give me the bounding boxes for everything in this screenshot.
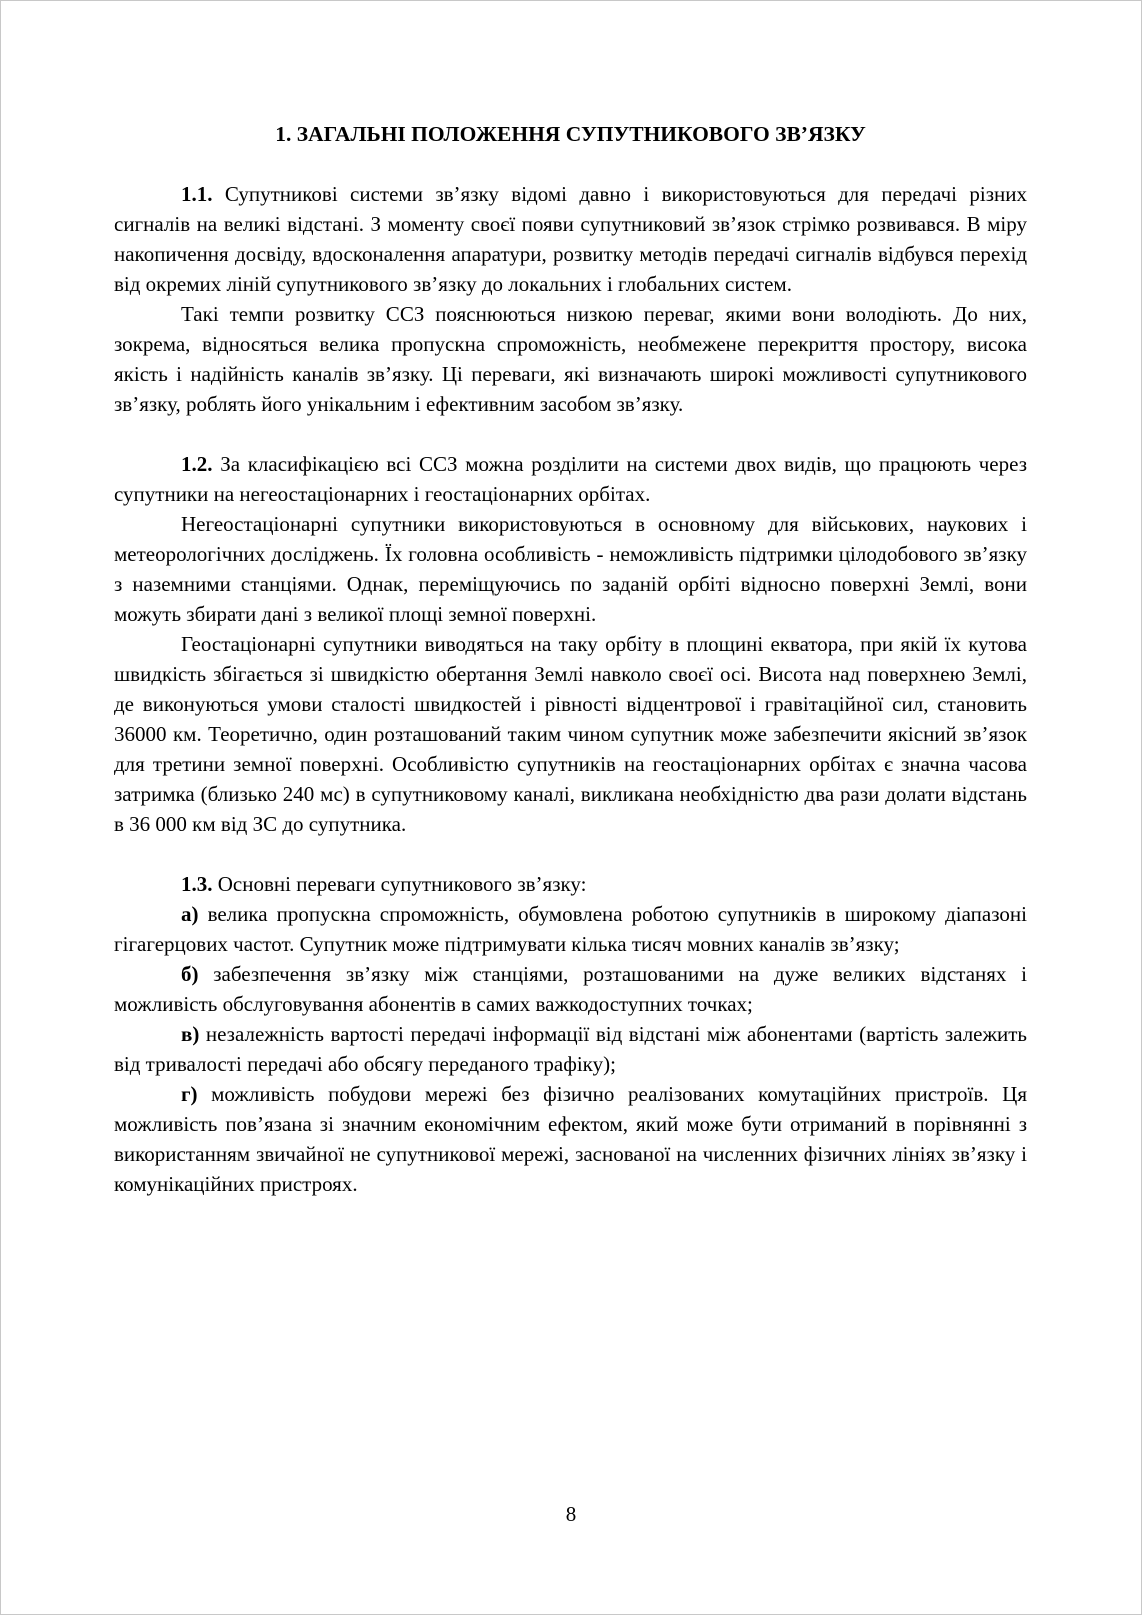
paragraph-1-2 [114, 449, 1027, 509]
paragraph-number: 1.3. [181, 872, 213, 896]
list-item-marker: б) [181, 962, 199, 986]
paragraph-1-3 [114, 869, 1027, 899]
list-item-g [114, 1079, 1027, 1199]
paragraph-number: 1.1. [181, 182, 213, 206]
list-item-a [114, 899, 1027, 959]
section-title: 1. ЗАГАЛЬНІ ПОЛОЖЕННЯ СУПУТНИКОВОГО ЗВ’ЯЗКУ [275, 122, 866, 146]
paragraph-text: незалежність вартості передачі інформації від відстані між абонентами (вартість залежить від тривалості передачі або обсягу переданого трафіку); [114, 1022, 1027, 1076]
list-item-marker: а) [181, 902, 199, 926]
paragraph-text: Основні переваги супутникового зв’язку: [212, 872, 587, 896]
paragraph [114, 629, 1027, 839]
paragraph-text: Геостаціонарні супутники виводяться на таку орбіту в площині екватора, при якій їх кутова швидкість збігається зі швидкістю обертання Землі навколо своєї осі. Висота над поверхнею Землі, де виконуються умови сталості швидкостей і рівності відцентрової і гравітаційної сил, становить 36000 км. Теоретично, один розташований таким чином супутник може забезпечити якісний зв’язок для третини земної поверхні. Особливістю супутників на геостаціонарних орбітах є значна часова затримка (близько 240 мс) в супутниковому каналі, викликана необхідністю два рази долати відстань в 36 000 км від ЗС до супутника. [114, 632, 1027, 836]
paragraph-text: Супутникові системи зв’язку відомі давно і використовуються для передачі різних сигналів на великі відстані. З моменту своєї появи супутниковий зв’язок стрімко розвивався. В міру накопичення досвіду, вдосконалення апаратури, розвитку методів передачі сигналів відбувся перехід від окремих ліній супутникового зв’язку до локальних і глобальних систем. [114, 182, 1027, 296]
paragraph-1-1 [114, 179, 1027, 299]
list-item-marker: в) [181, 1022, 200, 1046]
list-item-v [114, 1019, 1027, 1079]
paragraph [114, 299, 1027, 419]
list-item-marker: г) [181, 1082, 198, 1106]
paragraph-text: За класифікацією всі ССЗ можна розділити на системи двох видів, що працюють через супутники на негеостаціонарних і геостаціонарних орбітах. [114, 452, 1027, 506]
list-item-b [114, 959, 1027, 1019]
paragraph-text: велика пропускна спроможність, обумовлена роботою супутників в широкому діапазоні гігагерцових частот. Супутник може підтримувати кілька тисяч мовних каналів зв’язку; [114, 902, 1027, 956]
paragraph [114, 509, 1027, 629]
paragraph-text: Такі темпи розвитку ССЗ пояснюються низкою переваг, якими вони володіють. До них, зокрема, відносяться велика пропускна спроможність, необмежене перекриття простору, висока якість і надійність каналів зв’язку. Ці переваги, які визначають широкі можливості супутникового зв’язку, роблять його унікальним і ефективним засобом зв’язку. [114, 302, 1027, 416]
paragraph-text: Негеостаціонарні супутники використовуються в основному для військових, наукових і метеорологічних досліджень. Їх головна особливість - неможливість підтримки цілодобового зв’язку з наземними станціями. Однак, переміщуючись по заданій орбіті відносно поверхні Землі, вони можуть збирати дані з великої площі земної поверхні. [114, 512, 1027, 626]
page-number: 8 [565, 1502, 577, 1526]
paragraph-text: можливість побудови мережі без фізично реалізованих комутаційних пристроїв. Ця можливість пов’язана зі значним економічним ефектом, який може бути отриманий в порівнянні з використанням звичайної не супутникової мережі, заснованої на численних фізичних лініях зв’язку і комунікаційних пристроях. [114, 1082, 1027, 1196]
document-content [1, 1, 1141, 1199]
paragraph-number: 1.2. [181, 452, 213, 476]
paragraph-text: забезпечення зв’язку між станціями, розташованими на дуже великих відстанях і можливість обслуговування абонентів в самих важкодоступних точках; [114, 962, 1027, 1016]
